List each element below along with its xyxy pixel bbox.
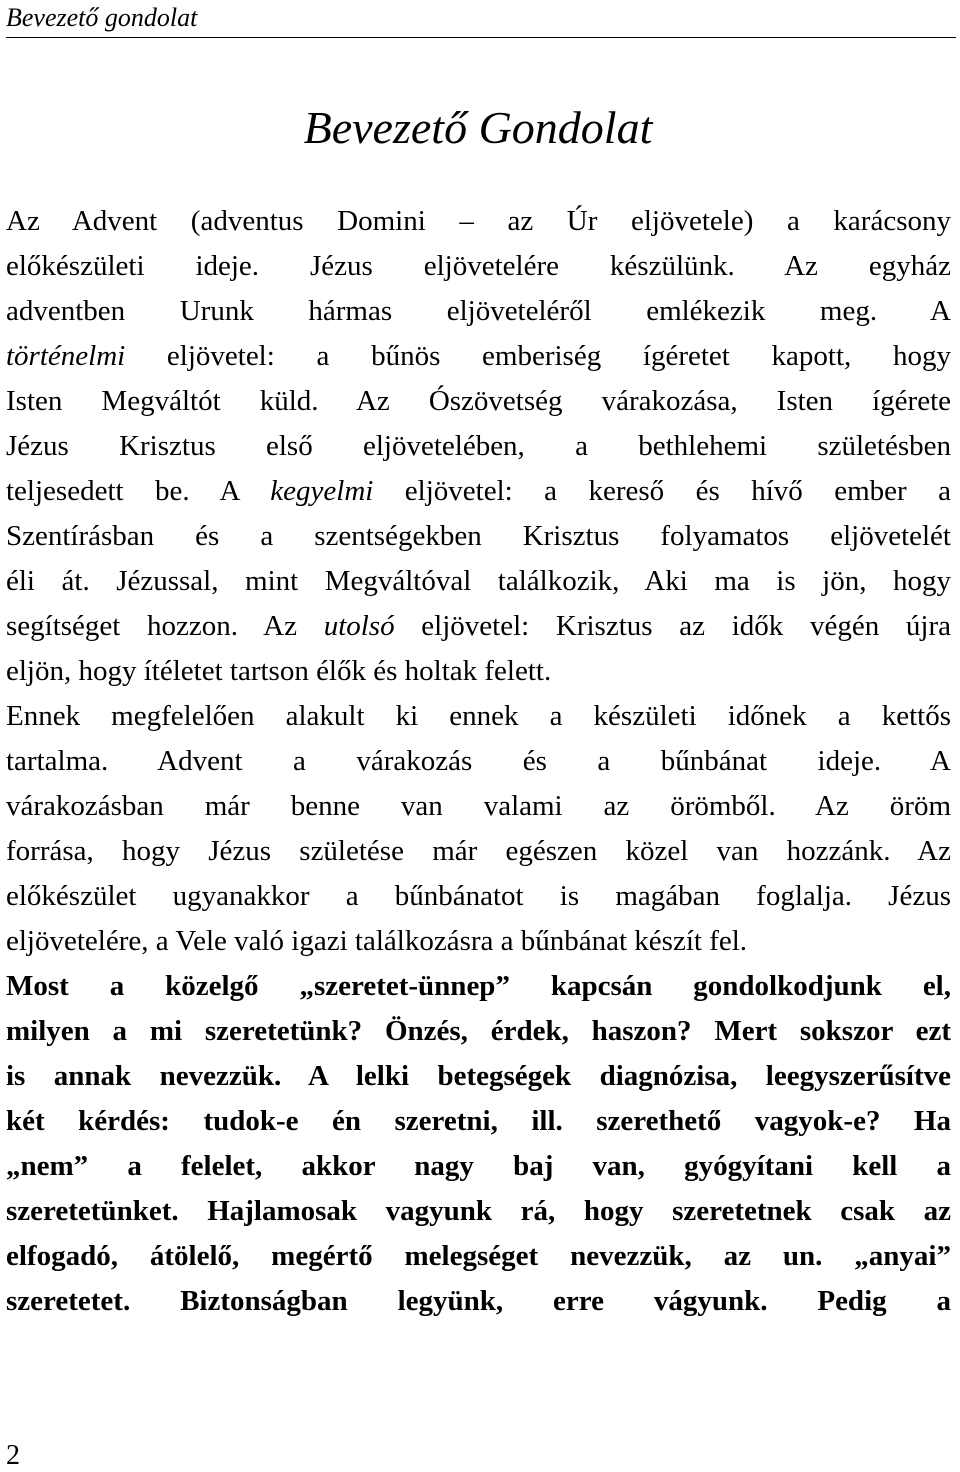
line-text: két kérdés: tudok-e én szeretni, ill. szerethető vagyok-e? Ha — [6, 1105, 951, 1137]
line-text: eljön, hogy ítéletet tartson élők és holtak felett. — [6, 655, 552, 687]
text-line — [6, 1234, 951, 1279]
page-number: 2 — [6, 1440, 20, 1471]
line-text: eljövetel: a kereső és hívő ember a — [373, 475, 951, 507]
line-text: teljesedett be. A — [6, 475, 271, 507]
line-text: eljövetel: Krisztus az idők végén újra — [394, 610, 951, 642]
text-line — [6, 1144, 951, 1189]
line-text: Ennek megfelelően alakult ki ennek a készületi időnek a kettős — [6, 700, 951, 732]
line-text: milyen a mi szeretetünk? Önzés, érdek, haszon? Mert sokszor ezt — [6, 1015, 951, 1047]
text-line — [6, 604, 951, 649]
text-line — [6, 559, 951, 604]
line-text: Most a közelgő „szeretet-ünnep” kapcsán gondolkodjunk el, — [6, 970, 951, 1002]
emphasis-text: utolsó — [323, 610, 395, 642]
line-text: előkészület ugyanakkor a bűnbánatot is magában foglalja. Jézus — [6, 880, 951, 912]
text-line — [6, 784, 951, 829]
line-text: elfogadó, átölelő, megértő melegséget nevezzük, az un. „anyai” — [6, 1240, 951, 1272]
page-title-text: Bevezető Gondolat — [303, 102, 653, 153]
text-line — [6, 199, 951, 244]
text-line — [6, 649, 951, 694]
text-line — [6, 964, 951, 1009]
line-text: szeretetet. Biztonságban legyünk, erre vágyunk. Pedig a — [6, 1285, 951, 1317]
text-line — [6, 514, 951, 559]
text-line — [6, 1054, 951, 1099]
emphasis-text: kegyelmi — [270, 475, 374, 507]
line-text: forrása, hogy Jézus születése már egészen közel van hozzánk. Az — [6, 835, 951, 867]
text-line — [6, 1099, 951, 1144]
line-text: Az Advent (adventus Domini – az Úr eljövetele) a karácsony — [6, 205, 951, 237]
text-line — [6, 874, 951, 919]
text-line — [6, 334, 951, 379]
line-text: eljövetelére, a Vele való igazi találkozásra a bűnbánat készít fel. — [6, 925, 748, 957]
running-header-title: Bevezető gondolat — [6, 3, 198, 32]
emphasis-text: történelmi — [6, 340, 126, 372]
text-line — [6, 424, 951, 469]
line-text: Jézus Krisztus első eljövetelében, a bethlehemi születésben — [6, 430, 951, 462]
line-text: szeretetünket. Hajlamosak vagyunk rá, hogy szeretetnek csak az — [6, 1195, 951, 1227]
text-line — [6, 739, 951, 784]
line-text: adventben Urunk hármas eljöveteléről emlékezik meg. A — [6, 295, 951, 327]
line-text: eljövetel: a bűnös emberiség ígéretet kapott, hogy — [125, 340, 951, 372]
text-line — [6, 1189, 951, 1234]
line-text: várakozásban már benne van valami az örömből. Az öröm — [6, 790, 951, 822]
line-text: segítséget hozzon. Az — [6, 610, 324, 642]
line-text: „nem” a felelet, akkor nagy baj van, gyógyítani kell a — [6, 1150, 951, 1182]
text-line — [6, 1279, 951, 1324]
text-line — [6, 379, 951, 424]
page-title — [0, 98, 960, 158]
text-line — [6, 469, 951, 514]
line-text: Szentírásban és a szentségekben Krisztus folyamatos eljövetelét — [6, 520, 951, 552]
running-header — [6, 2, 956, 38]
body-text — [6, 199, 951, 1324]
text-line — [6, 919, 951, 964]
line-text: tartalma. Advent a várakozás és a bűnbánat ideje. A — [6, 745, 951, 777]
text-line — [6, 1009, 951, 1054]
line-text: éli át. Jézussal, mint Megváltóval találkozik, Aki ma is jön, hogy — [6, 565, 951, 597]
line-text: Isten Megváltót küld. Az Ószövetség várakozása, Isten ígérete — [6, 385, 951, 417]
text-line — [6, 244, 951, 289]
text-line — [6, 694, 951, 739]
text-line — [6, 289, 951, 334]
text-line — [6, 829, 951, 874]
line-text: is annak nevezzük. A lelki betegségek diagnózisa, leegyszerűsítve — [6, 1060, 951, 1092]
line-text: előkészületi ideje. Jézus eljövetelére készülünk. Az egyház — [6, 250, 951, 282]
